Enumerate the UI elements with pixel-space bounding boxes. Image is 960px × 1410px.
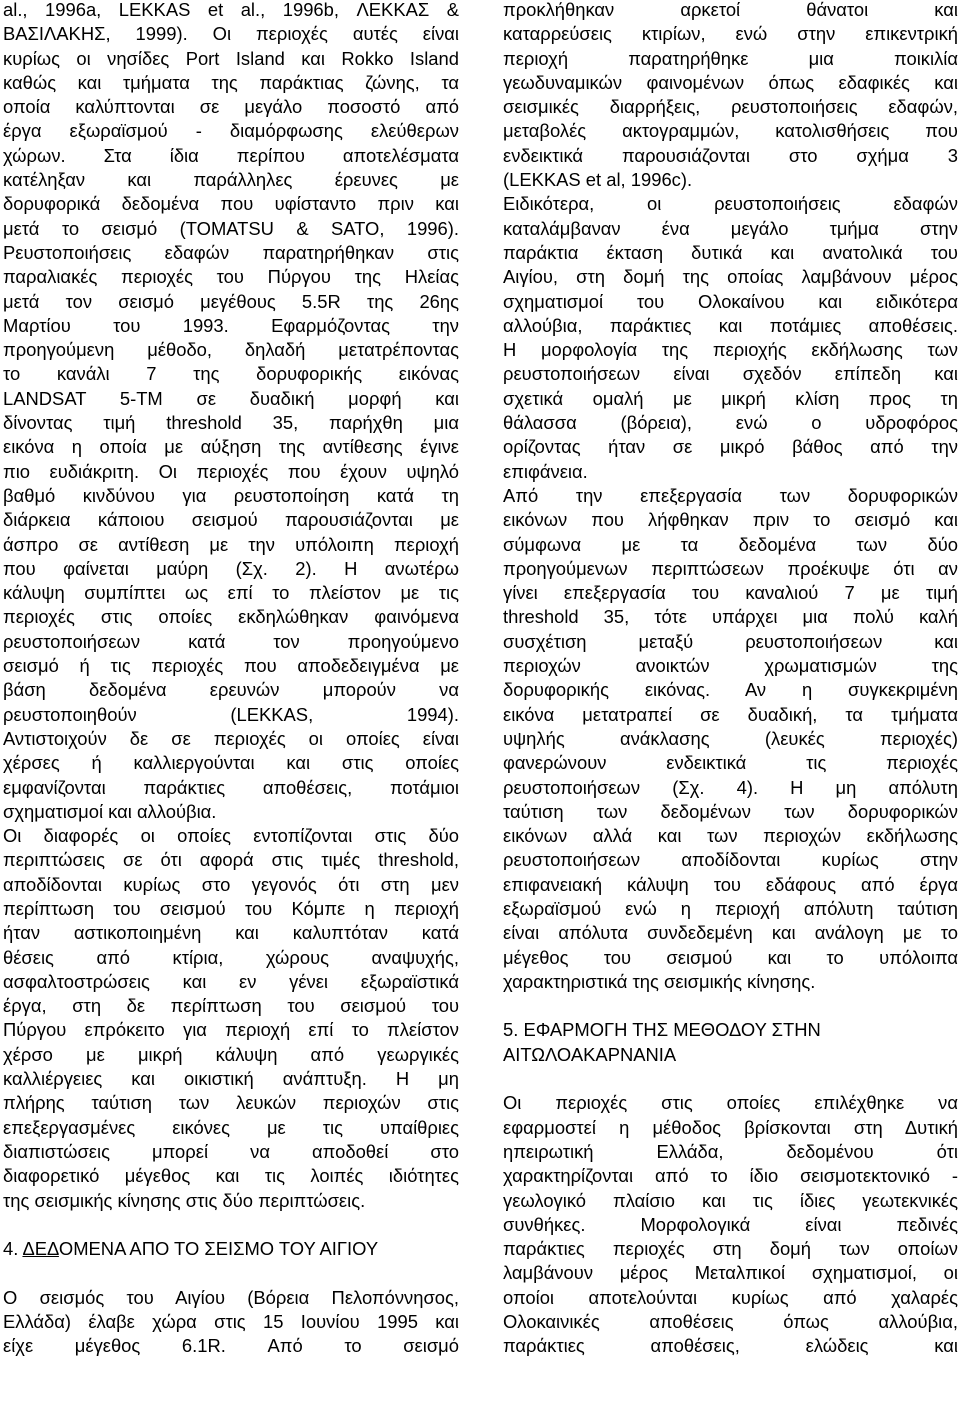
text-line: περιοχές στις οποίες εκδηλώθηκαν φαινόμενα: [3, 606, 459, 628]
text-line: παράκτιες περιοχές στη δομή των οποίων: [503, 1238, 958, 1260]
text-line: ασφαλτοστρώσεις και εν γένει εξωραϊστικά: [3, 970, 459, 992]
text-line: θάλασσα (βόρεια), ενώ ο υδροφόρος: [503, 412, 958, 434]
text-line: κατέληξαν και παράλληλες έρευνες με: [3, 169, 459, 191]
text-line: περιοχή παρατηρήθηκε μια ποικιλία: [503, 47, 958, 69]
text-line: σεισμικές διαρρήξεις, ρευστοποιήσεις εδαφών,: [503, 96, 958, 118]
text-line: μετά το σεισμό (TOMATSU & SATO, 1996).: [3, 217, 459, 239]
text-line: ρευστοποιήσεων κατά τον προηγούμενο: [3, 630, 459, 652]
text-line: επιφανειακή κάλυψη του εδάφους από έργα: [503, 873, 958, 895]
paragraph-liquefaction-kobe-pyrgos: [3, 0, 459, 824]
text-line: LANDSAT 5-TM σε δυαδική μορφή και: [3, 387, 459, 409]
text-line: Ολοκαινικές αποθέσεις όπως αλλούβια,: [503, 1311, 958, 1333]
section-heading-5: [503, 1018, 958, 1067]
text-line: χέρσες ή καλλιεργούνται και στις οποίες: [3, 752, 459, 774]
left-column: [3, 0, 459, 1359]
section-number: 4.: [3, 1238, 19, 1260]
text-line: δίνοντας τιμή threshold 35, παρήχθη μια: [3, 412, 459, 434]
text-line: κάλυψη συμπίπτει ως επί το πλείστον με τις: [3, 582, 459, 604]
paragraph-spacer: [503, 994, 958, 1018]
text-line: προηγούμενων περιπτώσεων προέκυψε ότι αν: [503, 557, 958, 579]
section-title-line: 5. ΕΦΑΡΜΟΓΗ ΤΗΣ ΜΕΘΟΔΟΥ ΣΤΗΝ: [503, 1019, 821, 1041]
text-line: εμφανίζονται παράκτιες αποθέσεις, ποτάμιοι: [3, 776, 459, 798]
text-line: περιπτώσεις σε ότι αφορά στις τιμές threshold,: [3, 849, 459, 871]
text-line: ενδεικτικά παρουσιάζονται στο σχήμα 3: [503, 144, 958, 166]
text-line: σύμφωνα με τα δεδομένα των δύο: [503, 533, 958, 555]
text-line: διάρκεια κάποιου σεισμού παρουσιάζονται με: [3, 509, 459, 531]
text-line: κυρίως οι νησίδες Port Island και Rokko Island: [3, 47, 459, 69]
text-line: καλλιέργειες και οικιστική ανάπτυξη. Η μη: [3, 1068, 459, 1090]
text-line: είναι απόλυτα συνδεδεμένη και ανάλογη με το: [503, 922, 958, 944]
text-line: threshold 35, τότε υπάρχει μια πολύ καλή: [503, 606, 958, 628]
text-line: έργα, στη δε περίπτωση του σεισμού του: [3, 995, 459, 1017]
text-line: αλλούβια, παράκτιες και ποτάμιες αποθέσεις.: [503, 314, 958, 336]
text-line: διαφορετικό μέγεθος και τις λοιπές ιδιότητες: [3, 1165, 459, 1187]
paragraph-threshold-differences: [3, 824, 459, 1213]
paragraph-spacer: [3, 1213, 459, 1237]
text-line: μετά τον σεισμό μεγέθους 5.5R της 26ης: [3, 290, 459, 312]
paragraph-aigio-liquefaction: [503, 192, 958, 484]
text-line: χέρσο με μικρή κάλυψη από γεωργικές: [3, 1043, 459, 1065]
text-line: ηπειρωτική Ελλάδα, δεδομένου ότι: [503, 1140, 958, 1162]
text-line: χαρακτηρίζονται από το ίδιο σεισμοτεκτονικό -: [503, 1165, 958, 1187]
text-line: εξωραϊσμού ενώ η περιοχή απόλυτη ταύτιση: [503, 897, 958, 919]
text-line: σεισμό ή τις περιοχές που αποδεδειγμένα με: [3, 655, 459, 677]
text-line: Ο σεισμός του Αιγίου (Βόρεια Πελοπόννησος,: [3, 1286, 459, 1308]
text-line: παράκτιες αποθέσεις, ελώδεις και: [503, 1335, 958, 1357]
text-line: γεωδυναμικών φαινομένων όπως εδαφικές και: [503, 71, 958, 93]
text-line: χαρακτηριστικά της σεισμικής κίνησης.: [503, 970, 816, 992]
text-line: εφαρμοστεί η μέθοδος βρίσκονται στη Δυτική: [503, 1116, 958, 1138]
text-line: Αντιστοιχούν δε σε περιοχές οι οποίες είναι: [3, 727, 459, 749]
text-line: Μαρτίου του 1993. Εφαρμόζοντας την: [3, 314, 459, 336]
section-title: ΟΜΕΝΑ ΑΠΟ ΤΟ ΣΕΙΣΜΟ ΤΟΥ ΑΙΓΙΟΥ: [58, 1238, 379, 1260]
text-line: γίνει επεξεργασία του καναλιού 7 με τιμή: [503, 582, 958, 604]
text-line: Η μορφολογία της περιοχής εκδήλωσης των: [503, 339, 958, 361]
text-line: της σεισμικής κίνησης στις δύο περιπτώσεις.: [3, 1189, 366, 1211]
text-line: βάση δεδομένα ερευνών μπορούν να: [3, 679, 459, 701]
text-line: μεταβολές ακτογραμμών, κατολισθήσεις που: [503, 120, 958, 142]
text-line: προηγούμενη μέθοδο, δηλαδή μετατρέποντας: [3, 339, 459, 361]
text-line: αποδίδονται κυρίως στο γεγονός ότι στη μεν: [3, 873, 459, 895]
text-line: καταλάμβαναν ένα μεγάλο τμήμα στην: [503, 217, 958, 239]
text-line: σχηματισμοί του Ολοκαίνου και ειδικότερα: [503, 290, 958, 312]
text-line: Οι περιοχές στις οποίες επιλέχθηκε να: [503, 1092, 958, 1114]
text-line: επεξεργασμένες εικόνες με τις υπαίθριες: [3, 1116, 459, 1138]
text-line: έργα εξωραϊσμού - διαμόρφωσης ελεύθερων: [3, 120, 459, 142]
text-line: πλήρης ταύτιση των λευκών περιοχών στις: [3, 1092, 459, 1114]
text-line: ρευστοποιήσεων αποδίδονται κυρίως στην: [503, 849, 958, 871]
text-line: καταρρεύσεις κτιρίων, ενώ στην επικεντρική: [503, 23, 958, 45]
text-line: al., 1996a, LEKKAS et al., 1996b, ΛΕΚΚΑΣ &: [3, 0, 459, 20]
text-line: ορίζοντας ήταν σε μικρό βάθος από την: [503, 436, 958, 458]
text-line: που φαίνεται μαύρη (Σχ. 2). Η ανωτέρω: [3, 557, 459, 579]
text-line: Ειδικότερα, οι ρευστοποιήσεις εδαφών: [503, 193, 958, 215]
text-line: είχε μέγεθος 6.1R. Από το σεισμό: [3, 1335, 459, 1357]
text-line: προκλήθηκαν αρκετοί θάνατοι και: [503, 0, 958, 20]
text-line: εικόνων αλλά και των περιοχών εκδήλωσης: [503, 825, 958, 847]
text-line: Από την επεξεργασία των δορυφορικών: [503, 484, 958, 506]
text-line: σχηματισμοί και αλλούβια.: [3, 800, 217, 822]
text-line: καθώς και τμήματα της παράκτιας ζώνης, τα: [3, 71, 459, 93]
paragraph-spacer: [503, 1067, 958, 1091]
text-line: Αιγίου, στη δομή της οποίας λαμβάνουν μέρος: [503, 266, 958, 288]
paragraph-satellite-processing: [503, 484, 958, 994]
text-line: γεωλογικό πλαίσιο και τις ίδιες γεωτεκνικές: [503, 1189, 958, 1211]
text-line: σχετικά ομαλή με μικρή κλίση προς τη: [503, 387, 958, 409]
text-line: ταύτιση των δεδομένων των δορυφορικών: [503, 800, 958, 822]
text-line: διαπιστώσεις μπορεί να αποδοθεί στο: [3, 1140, 459, 1162]
text-line: βαθμό κινδύνου για ρευστοποίηση κατά τη: [3, 484, 459, 506]
section-heading-4: [3, 1237, 459, 1261]
text-line: συνθήκες. Μορφολογικά είναι πεδινές: [503, 1213, 958, 1235]
text-line: ΒΑΣΙΛΑΚΗΣ, 1999). Οι περιοχές αυτές είναι: [3, 23, 459, 45]
text-line: πιο ευδιάκριτη. Οι περιοχές που έχουν υψηλό: [3, 460, 459, 482]
text-line: άσπρο σε αντίθεση με την υπόλοιπη περιοχή: [3, 533, 459, 555]
text-line: υψηλής ανάκλασης (λευκές περιοχές): [503, 727, 958, 749]
paragraph-aitoloakarnania-areas: [503, 1091, 958, 1358]
text-line: παραλιακές περιοχές του Πύργου της Ηλείας: [3, 266, 459, 288]
text-line: Ρευστοποιήσεις εδαφών παρατηρήθηκαν στις: [3, 241, 459, 263]
text-line: Πύργου επρόκειτο για περιοχή επί το πλείστον: [3, 1019, 459, 1041]
paragraph-aigio-earthquake: [3, 1286, 459, 1359]
text-line: συσχέτιση μεταξύ ρευστοποιήσεων και: [503, 630, 958, 652]
text-line: λαμβάνουν μέρος Μεταλπικοί σχηματισμοί, οι: [503, 1262, 958, 1284]
text-line: Οι διαφορές οι οποίες εντοπίζονται στις δύο: [3, 825, 459, 847]
text-line: παράκτια έκταση δυτικά και ανατολικά του: [503, 241, 958, 263]
text-line: περιοχών ανοικτών χρωματισμών της: [503, 655, 958, 677]
text-line: δορυφορικής εικόνας. Αν η συγκεκριμένη: [503, 679, 958, 701]
text-line: ρευστοποιήσεων είναι σχεδόν επίπεδη και: [503, 363, 958, 385]
text-line: Ελλάδα) έλαβε χώρα στις 15 Ιουνίου 1995 και: [3, 1311, 459, 1333]
text-line: εικόνα μετατραπεί σε δυαδική, τα τμήματα: [503, 703, 958, 725]
text-line: φανερώνουν ενδεικτικά τις περιοχές: [503, 752, 958, 774]
text-line: θέσεις από κτίρια, χώρους αναψυχής,: [3, 946, 459, 968]
text-line: (LEKKAS et al, 1996c).: [503, 169, 693, 191]
right-column: [503, 0, 958, 1359]
text-line: περίπτωση του σεισμού του Κόμπε η περιοχή: [3, 897, 459, 919]
text-line: μέγεθος του σεισμού και το υπόλοιπα: [503, 946, 958, 968]
text-line: δορυφορικά δεδομένα που υφίσταντο πριν και: [3, 193, 459, 215]
text-line: ρευστοποιηθούν (LEKKAS, 1994).: [3, 703, 459, 725]
text-line: οποία καλύπτονται σε μεγάλο ποσοστό από: [3, 96, 459, 118]
paragraph-aigio-damage: [503, 0, 958, 192]
section-title-underlined: ΔΕΔ: [22, 1238, 59, 1260]
text-line: το κανάλι 7 της δορυφορικής εικόνας: [3, 363, 459, 385]
section-title-line: ΑΙΤΩΛΟΑΚΑΡΝΑΝΙΑ: [503, 1043, 677, 1065]
text-line: εικόνα η οποία με αύξηση της αντίθεσης έγινε: [3, 436, 459, 458]
text-line: ρευστοποιήσεων (Σχ. 4). Η μη απόλυτη: [503, 776, 958, 798]
text-line: οποίοι αποτελούνται κυρίως από χαλαρές: [503, 1286, 958, 1308]
paragraph-spacer: [3, 1261, 459, 1285]
text-line: εικόνων που λήφθηκαν πριν το σεισμό και: [503, 509, 958, 531]
text-line: ήταν αστικοποιημένη και καλυπτόταν κατά: [3, 922, 459, 944]
text-line: χώρων. Στα ίδια περίπου αποτελέσματα: [3, 144, 459, 166]
text-line: επιφάνεια.: [503, 460, 588, 482]
